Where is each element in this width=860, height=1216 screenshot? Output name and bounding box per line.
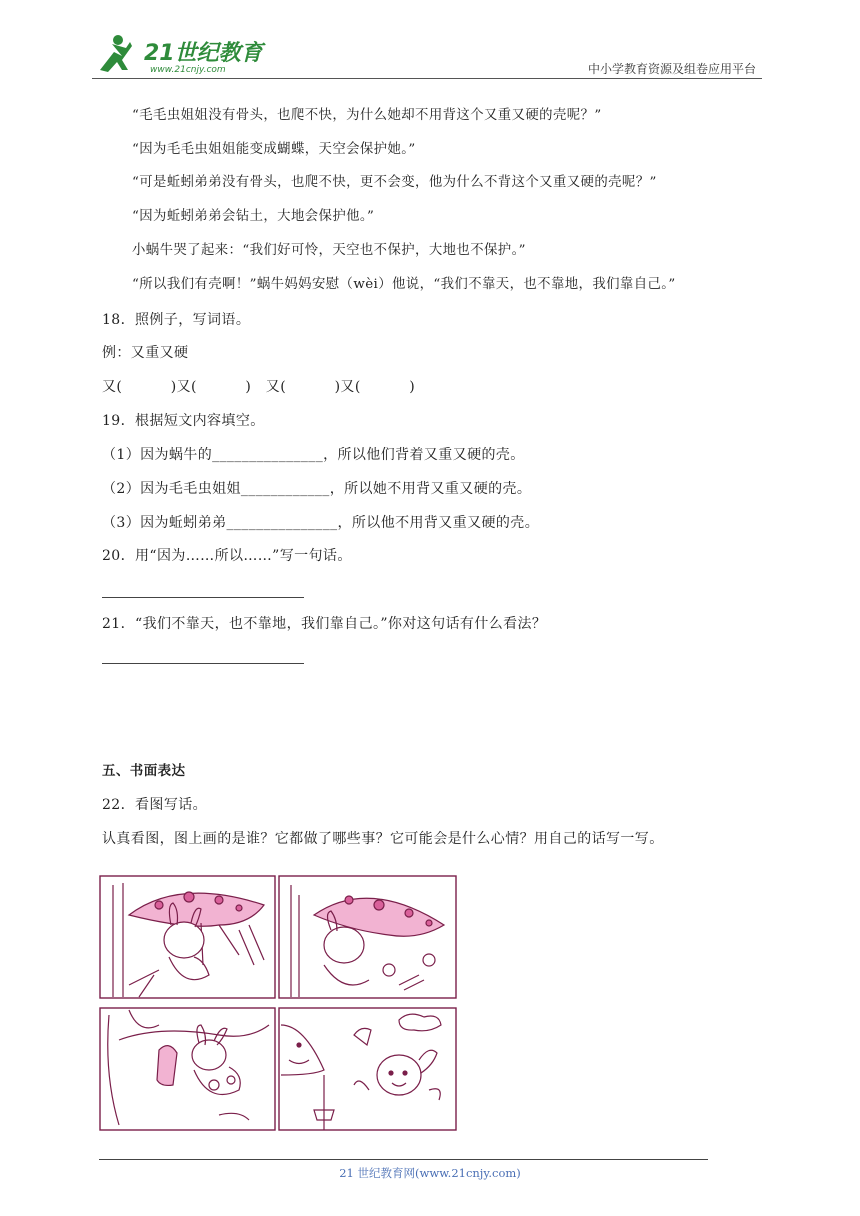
q19-item-2[interactable]: （2）因为毛毛虫姐姐____________，所以她不用背又重又硬的壳。 (102, 481, 532, 497)
story-line-3: “可是蚯蚓弟弟没有骨头，也爬不快，更不会变，他为什么不背这个又重又硬的壳呢？” (132, 175, 657, 190)
q21-answer-line[interactable] (102, 663, 304, 664)
q19-title: 19．根据短文内容填空。 (102, 413, 265, 429)
story-line-5: 小蜗牛哭了起来：“我们好可怜，天空也不保护，大地也不保护。” (132, 243, 526, 258)
q22-title: 22．看图写话。 (102, 797, 208, 813)
comic-illustration (99, 875, 457, 1131)
story-line-2: “因为毛毛虫姐姐能变成蝴蝶，天空会保护她。” (132, 142, 416, 157)
q18-fill-blanks[interactable]: 又( )又( ) 又( )又( ) (102, 379, 416, 395)
svg-text:21世纪教育: 21世纪教育 (144, 41, 263, 66)
q21-title: 21．“我们不靠天，也不靠地，我们靠自己。”你对这句话有什么看法？ (102, 616, 547, 632)
q19-item-3[interactable]: （3）因为蚯蚓弟弟_______________，所以他不用背又重又硬的壳。 (102, 515, 540, 531)
q20-answer-line[interactable] (102, 597, 304, 598)
page-header (92, 30, 762, 80)
site-logo (92, 30, 292, 78)
section-title: 五、书面表达 (102, 763, 186, 779)
footer-divider (99, 1159, 708, 1160)
q20-title: 20．用“因为……所以……”写一句话。 (102, 548, 352, 564)
q18-title: 18．照例子，写词语。 (102, 312, 251, 328)
svg-text:www.21cnjy.com: www.21cnjy.com (150, 65, 226, 75)
story-line-4: “因为蚯蚓弟弟会钻土，大地会保护他。” (132, 209, 375, 224)
q19-item-1[interactable]: （1）因为蜗牛的_______________，所以他们背着又重又硬的壳。 (102, 447, 525, 463)
story-line-6: “所以我们有壳啊！”蜗牛妈妈安慰（wèi）他说，“我们不靠天，也不靠地，我们靠自己。” (132, 277, 676, 292)
header-divider (92, 78, 762, 79)
story-line-1: “毛毛虫姐姐没有骨头，也爬不快，为什么她却不用背这个又重又硬的壳呢？” (132, 108, 602, 123)
q18-example: 例：又重又硬 (102, 345, 189, 361)
platform-label: 中小学教育资源及组卷应用平台 (587, 62, 756, 76)
footer-text: 21 世纪教育网(www.21cnjy.com) (339, 1166, 521, 1180)
q22-prompt: 认真看图，图上画的是谁？它都做了哪些事？它可能会是什么心情？用自己的话写一写。 (102, 831, 664, 847)
